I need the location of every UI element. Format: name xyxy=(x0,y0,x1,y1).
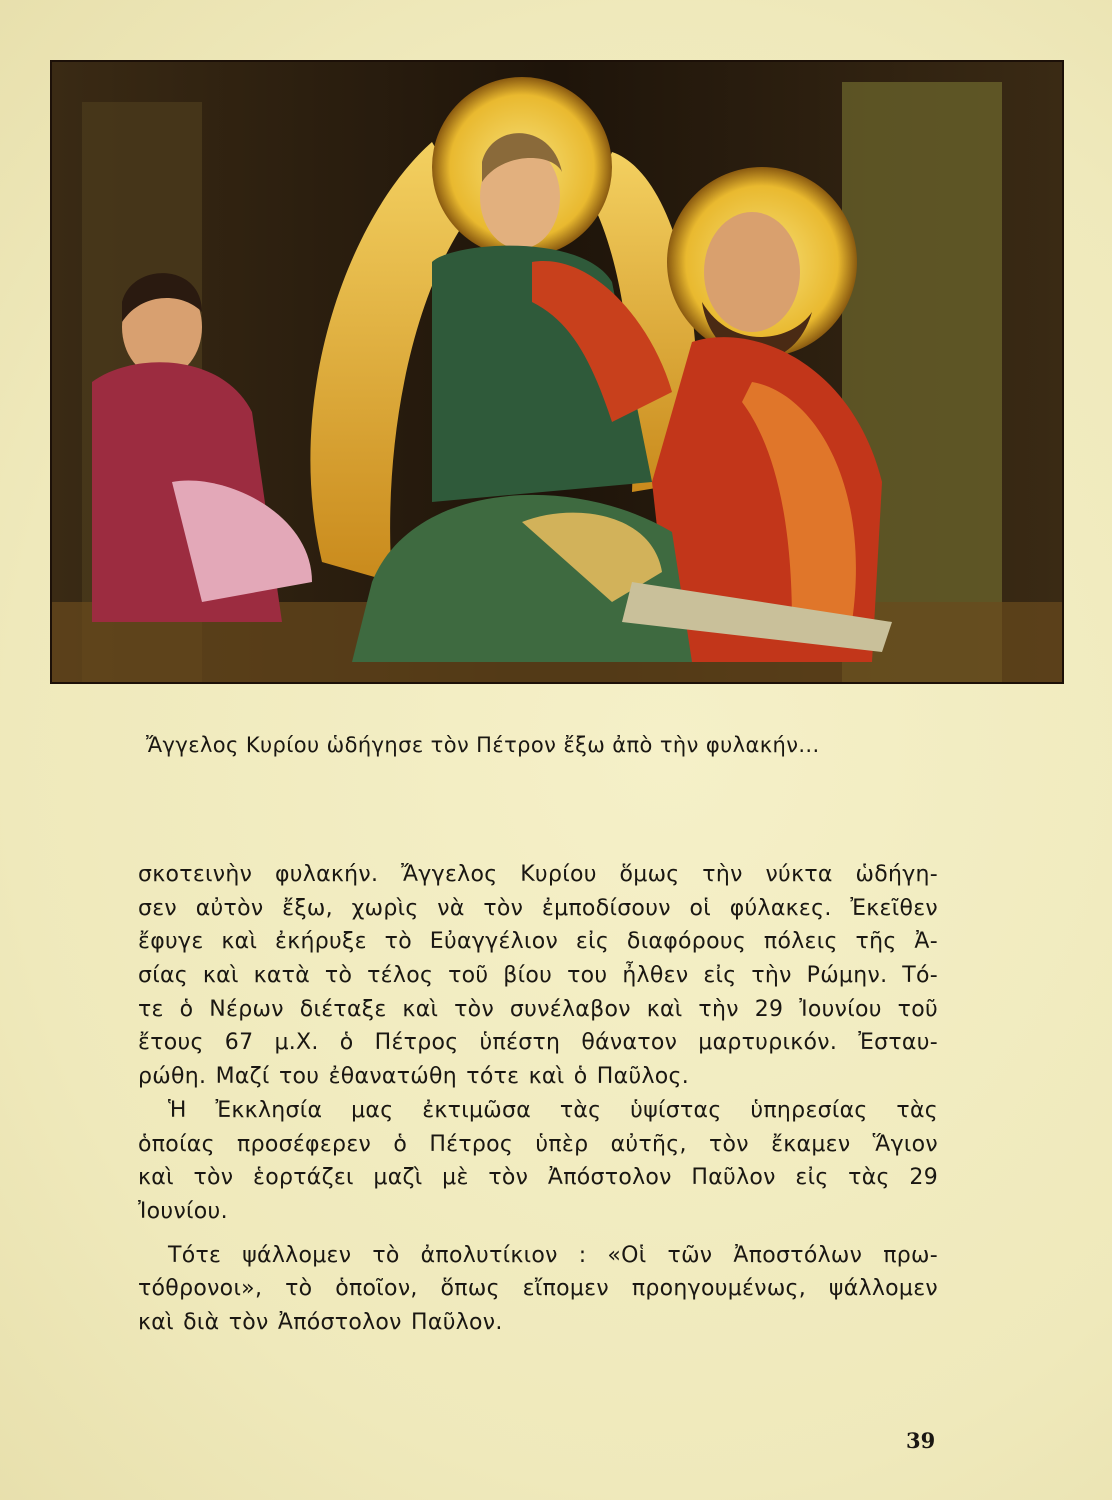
text-line: Ἰουνίου. xyxy=(138,1198,228,1224)
paragraph-2 xyxy=(138,1094,938,1229)
text-line: σίας καὶ κατὰ τὸ τέλος τοῦ βίου του ἦλθεν εἰς τὴν Ρώμην. Τό- xyxy=(138,963,938,989)
text-line: ἔτους 67 μ.Χ. ὁ Πέτρος ὑπέστη θάνατον μαρτυρικόν. Ἐσταυ- xyxy=(138,1030,938,1056)
paragraph-3 xyxy=(138,1239,938,1340)
text-line: ρώθη. Μαζί του ἐθανατώθη τότε καὶ ὁ Παῦλος. xyxy=(138,1064,690,1090)
text-line: ἔφυγε καὶ ἐκήρυξε τὸ Εὐαγγέλιον εἰς διαφόρους πόλεις τῆς Ἀ- xyxy=(138,929,938,955)
text-line: τόθρονοι», τὸ ὁποῖον, ὅπως εἴπομεν προηγουμένως, ψάλλομεν xyxy=(138,1276,938,1302)
painting-angel-freeing-peter xyxy=(52,62,1062,682)
text-line: Τότε ψάλλομεν τὸ ἀπολυτίκιον : «Οἱ τῶν Ἀποστόλων πρω- xyxy=(168,1242,938,1268)
illustration-caption: Ἄγγελος Κυρίου ὡδήγησε τὸν Πέτρον ἔξω ἀπὸ τὴν φυλακήν... xyxy=(146,733,820,757)
body-text xyxy=(138,858,938,1340)
text-line: Ἡ Ἐκκλησία μας ἐκτιμῶσα τὰς ὑψίστας ὑπηρεσίας τὰς xyxy=(168,1097,938,1123)
text-line: καὶ τὸν ἑορτάζει μαζὶ μὲ τὸν Ἀπόστολον Παῦλον εἰς τὰς 29 xyxy=(138,1165,938,1191)
text-line: σεν αὐτὸν ἔξω, χωρὶς νὰ τὸν ἐμποδίσουν οἱ φύλακες. Ἐκεῖθεν xyxy=(138,895,938,921)
text-line: καὶ διὰ τὸν Ἀπόστολον Παῦλον. xyxy=(138,1309,503,1335)
paragraph-1 xyxy=(138,858,938,1094)
text-line: ὁποίας προσέφερεν ὁ Πέτρος ὑπὲρ αὐτῆς, τὸν ἔκαμεν Ἅγιον xyxy=(138,1131,938,1157)
page-number: 39 xyxy=(906,1428,936,1453)
text-line: τε ὁ Νέρων διέταξε καὶ τὸν συνέλαβον καὶ τὴν 29 Ἰουνίου τοῦ xyxy=(138,996,938,1022)
illustration xyxy=(50,60,1064,684)
text-line: σκοτεινὴν φυλακήν. Ἄγγελος Κυρίου ὅμως τὴν νύκτα ὡδήγη- xyxy=(138,862,938,887)
